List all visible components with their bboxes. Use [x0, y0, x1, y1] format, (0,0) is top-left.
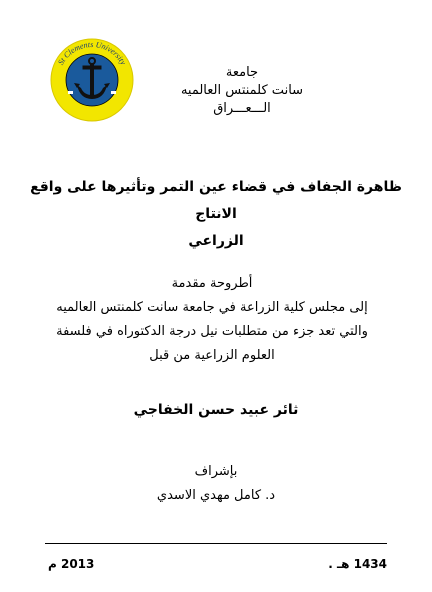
- author-name: ثائر عبيد حسن الخفاجي: [133, 402, 299, 418]
- submission-statement: [30, 272, 394, 368]
- university-seal-icon: [47, 33, 137, 123]
- university-label: جامعة: [225, 65, 259, 80]
- submission-line-3: والتي تعد جزء من متطلبات نيل درجة الدكتوراه في فلسفة: [56, 324, 368, 339]
- university-country: الـــعـــراق: [213, 101, 271, 116]
- thesis-title-line-2: الزراعي: [188, 233, 244, 249]
- submission-line-4: العلوم الزراعية من قبل: [149, 348, 275, 363]
- university-heading: [152, 64, 332, 118]
- university-name: سانت كلمنتس العالميه: [180, 83, 304, 98]
- university-logo: [47, 33, 137, 123]
- thesis-title: [30, 174, 402, 255]
- supervision-label: بإشراف: [194, 464, 238, 479]
- gregorian-year: 2013 م: [48, 557, 95, 571]
- thesis-title-line-1: ظاهرة الجفاف في قضاء عين التمر وتأثيرها على واقع الانتاج: [30, 179, 402, 222]
- supervision-block: [100, 460, 332, 508]
- submission-line-1: أطروحة مقدمة: [171, 276, 253, 291]
- footer-divider: [45, 543, 387, 544]
- submission-line-2: إلى مجلس كلية الزراعة في جامعة سانت كلمنتس العالميه: [56, 300, 368, 315]
- hijri-year: 1434 هـ .: [328, 557, 387, 571]
- seal-text: St Clements University: [56, 39, 128, 67]
- supervisor-name: د. كامل مهدي الاسدي: [156, 488, 276, 503]
